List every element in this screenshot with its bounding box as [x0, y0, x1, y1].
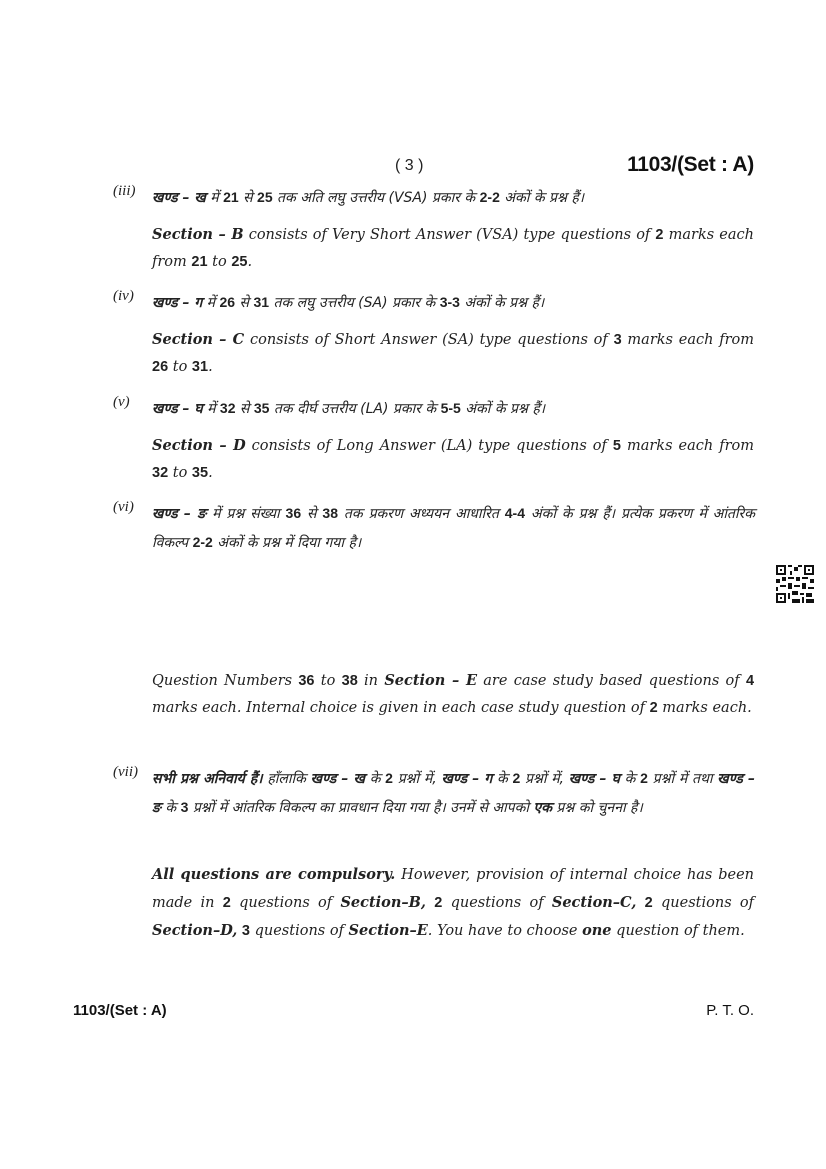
hindi-text: सभी प्रश्न अनिवार्य हैं। हाँलाकि खण्ड – ख के 2 प्रश्नों में, खण्ड – ग के 2 प्रश्नों में, खण्ड – घ के 2 प्रश्नों में तथा खण्ड – ङ के 3 प्रश्नों में आंतरिक विकल्प का प्रावधान दिया गया है। उनमें से आपको एक प्रश्न को चुनना है। — [152, 770, 755, 816]
qr-code-icon — [776, 565, 814, 603]
instruction-v-english: Section – D consists of Long Answer (LA) type questions of 5 marks each from 32 to 35. — [152, 437, 754, 481]
instruction-iii-english: Section – B consists of Very Short Answer (VSA) type questions of 2 marks each from 21 to 25. — [152, 226, 754, 270]
instruction-vi-hindi — [113, 499, 755, 559]
instruction-iv-english: Section – C consists of Short Answer (SA) type questions of 3 marks each from 26 to 31. — [152, 331, 755, 375]
hindi-text: खण्ड – घ में 32 से 35 तक दीर्घ उत्तरीय (LA) प्रकार के 5-5 अंकों के प्रश्न हैं। — [152, 400, 546, 417]
hindi-text: खण्ड – ख में 21 से 25 तक अति लघु उत्तरीय (VSA) प्रकार के 2-2 अंकों के प्रश्न हैं। — [152, 189, 585, 206]
instruction-iii-hindi — [113, 183, 755, 213]
item-number: (vi) — [113, 499, 134, 515]
item-number: (iv) — [113, 288, 134, 304]
please-turn-over: P. T. O. — [706, 1002, 754, 1019]
paper-code-footer: 1103/(Set : A) — [73, 1002, 167, 1019]
instruction-v-hindi — [113, 394, 755, 424]
instruction-vi-english: Question Numbers 36 to 38 in Section – E are case study based questions of 4 marks each. Internal choice is given in each case study question of 2 marks each. — [152, 672, 755, 716]
instruction-iv-hindi — [113, 288, 755, 318]
item-number: (vii) — [113, 764, 138, 780]
hindi-text: खण्ड – ङ में प्रश्न संख्या 36 से 38 तक प्रकरण अध्ययन आधारित 4-4 अंकों के प्रश्न हैं। प्रत्येक प्रकरण में आंतरिक विकल्प 2-2 अंकों के प्रश्न में दिया गया है। — [152, 505, 755, 551]
paper-code-header: 1103/(Set : A) — [627, 153, 754, 176]
hindi-text: खण्ड – ग में 26 से 31 तक लघु उत्तरीय (SA) प्रकार के 3-3 अंकों के प्रश्न हैं। — [152, 294, 545, 311]
item-number: (v) — [113, 394, 130, 410]
item-number: (iii) — [113, 183, 136, 199]
page-number: ( 3 ) — [395, 157, 424, 174]
instruction-vii-hindi — [113, 764, 755, 854]
instruction-vii-english: All questions are compulsory. However, provision of internal choice has been made in 2 questions of Section–B, 2 questions of Section–C, 2 questions of Section–D, 3 questions of Section–E. You have to choose one question of them. — [152, 866, 755, 939]
